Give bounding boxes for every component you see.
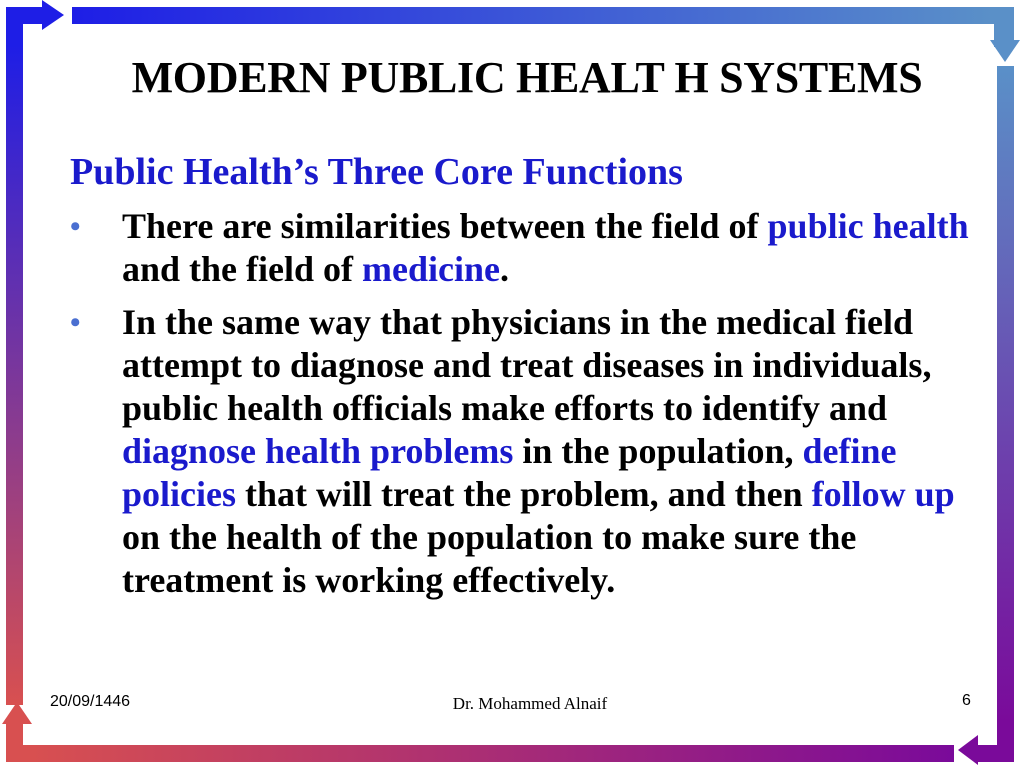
bullet-text (122, 302, 955, 600)
highlighted-term: public health (767, 206, 969, 246)
bullet-item (70, 205, 970, 291)
bullet-icon: • (70, 210, 81, 243)
slide-title: MODERN PUBLIC HEALT H SYSTEMS (131, 53, 923, 102)
highlighted-term: define policies (122, 431, 897, 514)
slide-subtitle: Public Health’s Three Core Functions (70, 151, 683, 193)
frame-top-bar (72, 7, 994, 24)
text-segment: in the population, (513, 431, 803, 471)
bullet-item (70, 301, 970, 602)
bullet-text (122, 206, 969, 289)
text-segment: that will treat the problem, and then (236, 474, 812, 514)
frame-arrow-bottom-right (958, 722, 1014, 765)
text-segment: . (500, 249, 509, 289)
highlighted-term: follow up (811, 474, 955, 514)
frame-right-bar (997, 66, 1014, 722)
text-segment: There are similarities between the field of (122, 206, 768, 246)
text-segment: and the field of (122, 249, 363, 289)
frame-arrow-top-left (6, 0, 64, 45)
footer-author: Dr. Mohammed Alnaif (452, 694, 608, 713)
footer-date: 20/09/1446 (50, 693, 131, 710)
text-segment: on the health of the population to make sure the treatment is working effectively. (122, 517, 857, 600)
frame-bottom-bar (30, 745, 954, 762)
footer-page-number: 6 (962, 692, 971, 709)
bullet-icon: • (70, 306, 81, 339)
frame-left-bar (6, 45, 23, 705)
highlighted-term: diagnose health problems (122, 431, 514, 471)
highlighted-term: medicine (362, 249, 500, 289)
text-segment: In the same way that physicians in the medical field attempt to diagnose and treat diseases in individuals, public health officials make efforts to identify and (122, 302, 932, 428)
bullet-list (70, 205, 970, 612)
